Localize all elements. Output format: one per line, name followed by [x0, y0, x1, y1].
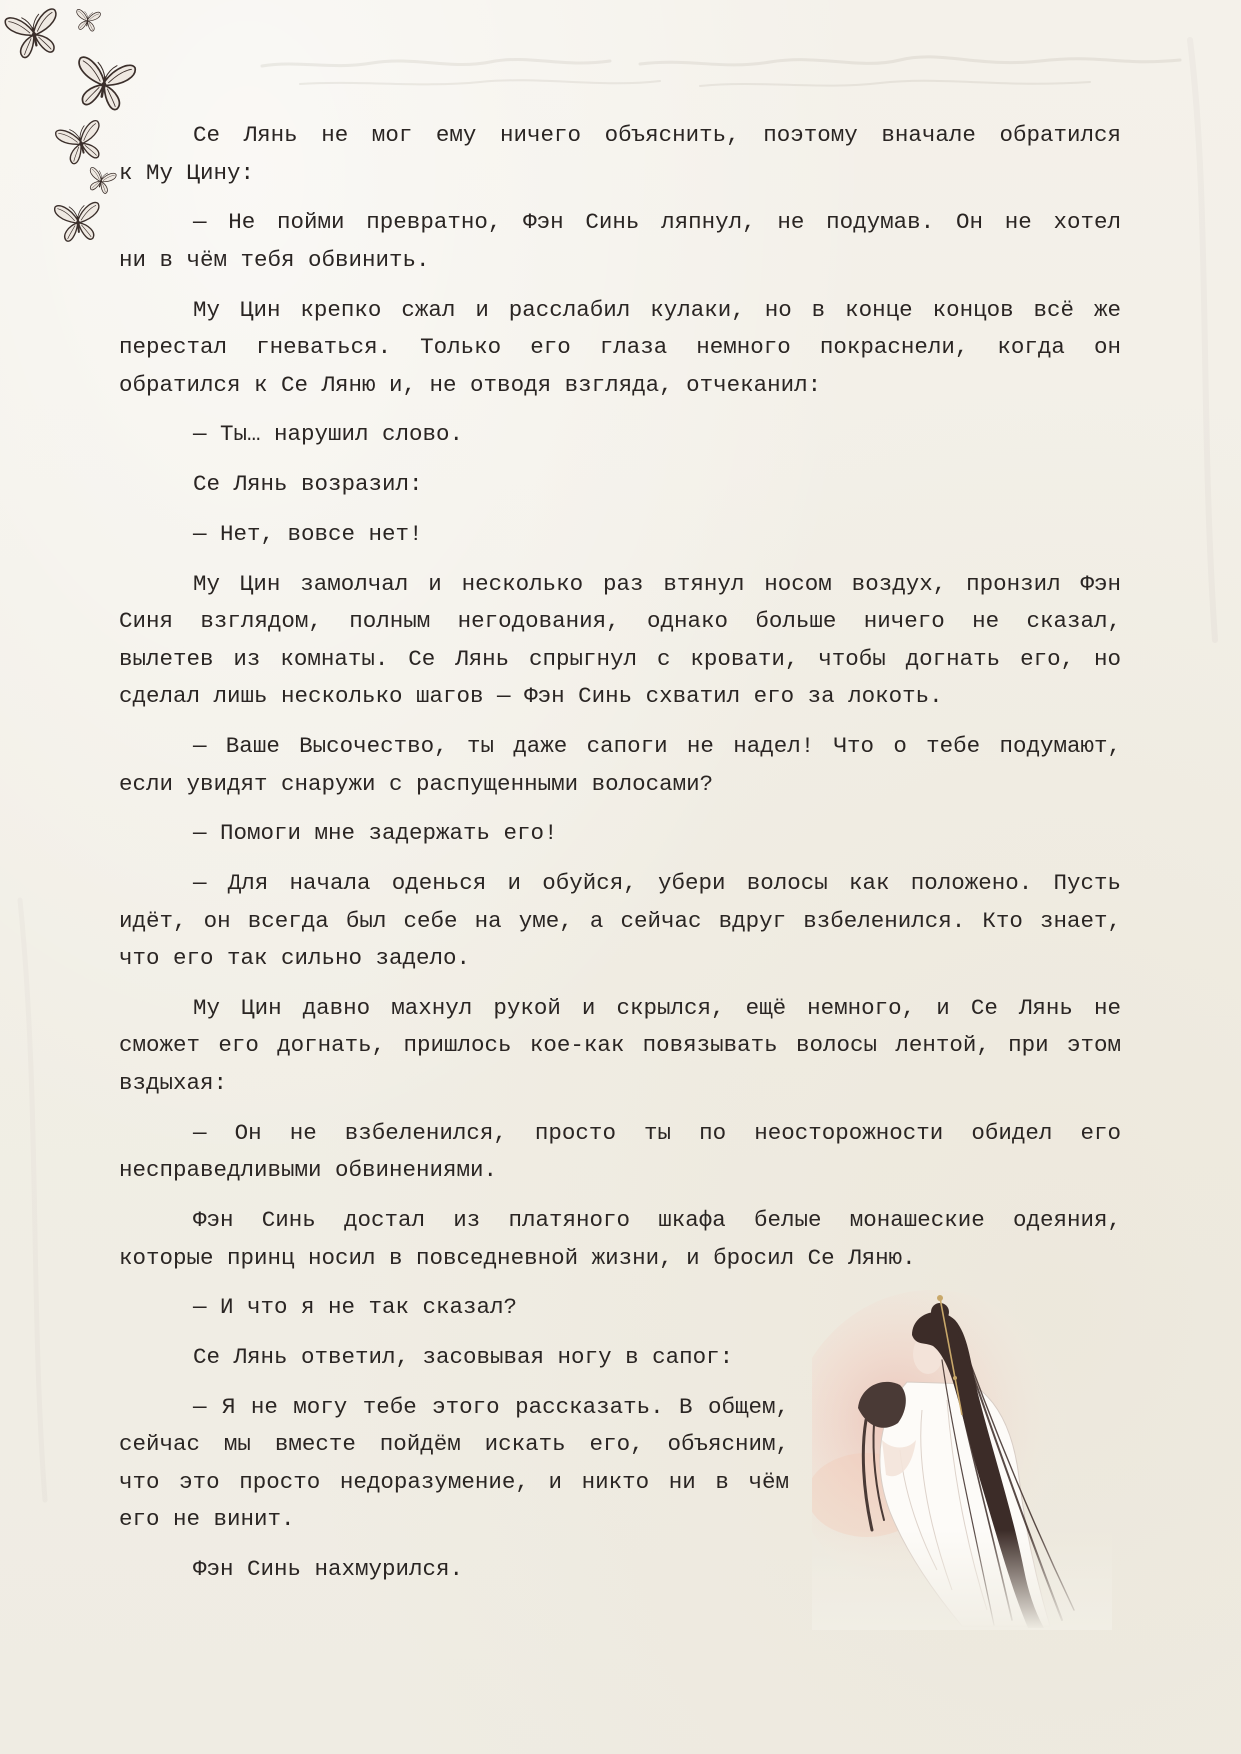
butterfly-icon — [67, 47, 141, 121]
paragraph — [119, 292, 1121, 405]
text-line: Му Цин замолчал и несколько раз втянул носом воздух, пронзил Фэн — [193, 570, 1121, 597]
text-line: ни в чём тебя обвинить. — [119, 246, 430, 273]
text-line: сделал лишь несколько шагов — Фэн Синь схватил его за локоть. — [119, 683, 943, 710]
text-line: вздыхая: — [119, 1070, 228, 1096]
butterfly-icon — [72, 5, 102, 35]
paragraph — [119, 117, 1121, 192]
paragraph — [119, 815, 1121, 853]
paragraph — [119, 990, 1121, 1103]
text-line: — Для начала оденься и обуйся, убери волосы как положено. Пусть — [193, 869, 1121, 896]
text-line: сейчас мы вместе пойдём искать его, объясним, — [119, 1431, 789, 1458]
text-line: — Не пойми превратно, Фэн Синь ляпнул, не подумав. Он не хотел — [193, 209, 1121, 236]
text-line: если увидят снаружи с распущенными волосами? — [119, 770, 714, 797]
text-line: которые принц носил в повседневной жизни, и бросил Се Ляню. — [119, 1244, 916, 1271]
text-line: Фэн Синь нахмурился. — [193, 1556, 464, 1583]
paragraph — [119, 865, 1121, 978]
text-line: что это просто недоразумение, и никто ни в чём — [119, 1468, 789, 1495]
text-line: Синя взглядом, полным негодования, однако больше ничего не сказал, — [119, 608, 1121, 635]
paragraph — [119, 566, 1121, 716]
text-line: Му Цин давно махнул рукой и скрылся, ещё немного, и Се Лянь не — [193, 994, 1121, 1021]
text-line: — Помоги мне задержать его! — [193, 820, 558, 847]
text-line: идёт, он всегда был себе на уме, а сейчас вдруг взбеленился. Кто знает, — [119, 907, 1121, 934]
text-line: сможет его догнать, пришлось кое-как повязывать волосы лентой, при этом — [119, 1032, 1121, 1059]
paragraph — [119, 204, 1121, 279]
text-line: его не винит. — [119, 1506, 295, 1533]
character-illustration — [812, 1290, 1112, 1630]
text-line: Се Лянь ответил, засовывая ногу в сапог: — [193, 1343, 734, 1370]
butterfly-icon — [50, 112, 111, 173]
text-line: Му Цин крепко сжал и расслабил кулаки, но в конце концов всё же — [193, 296, 1121, 323]
paragraph — [119, 1389, 789, 1539]
text-line: что его так сильно задело. — [119, 945, 471, 972]
paragraph — [119, 516, 1121, 554]
paragraph — [119, 416, 1121, 454]
text-line: к Му Цину: — [119, 159, 255, 186]
text-line: — Ты… нарушил слово. — [193, 421, 464, 448]
paragraph — [119, 1115, 1121, 1190]
paragraph — [119, 1202, 1121, 1277]
text-line: — Ваше Высочество, ты даже сапоги не надел! Что о тебе подумают, — [193, 732, 1121, 759]
butterfly-icon — [83, 163, 120, 200]
text-line: несправедливыми обвинениями. — [119, 1157, 498, 1184]
text-line: Се Лянь не мог ему ничего объяснить, поэтому вначале обратился — [193, 122, 1121, 148]
text-line: — Нет, вовсе нет! — [193, 520, 423, 547]
text-line: Фэн Синь достал из платяного шкафа белые монашеские одеяния, — [193, 1206, 1121, 1233]
text-line: перестал гневаться. Только его глаза немного покраснели, когда он — [119, 334, 1121, 361]
butterfly-icon — [0, 0, 68, 68]
text-line: — И что я не так сказал? — [193, 1294, 518, 1321]
text-line: обратился к Се Ляню и, не отводя взгляда, отчеканил: — [119, 371, 822, 398]
paragraph — [119, 728, 1121, 803]
paragraph — [119, 466, 1121, 504]
butterfly-icon — [51, 195, 105, 249]
text-line: — Я не могу тебе этого рассказать. В общем, — [193, 1393, 789, 1420]
text-line: — Он не взбеленился, просто ты по неосторожности обидел его — [193, 1119, 1121, 1146]
text-line: Се Лянь возразил: — [193, 471, 423, 498]
text-line: вылетев из комнаты. Се Лянь спрыгнул с кровати, чтобы догнать его, но — [119, 645, 1121, 672]
